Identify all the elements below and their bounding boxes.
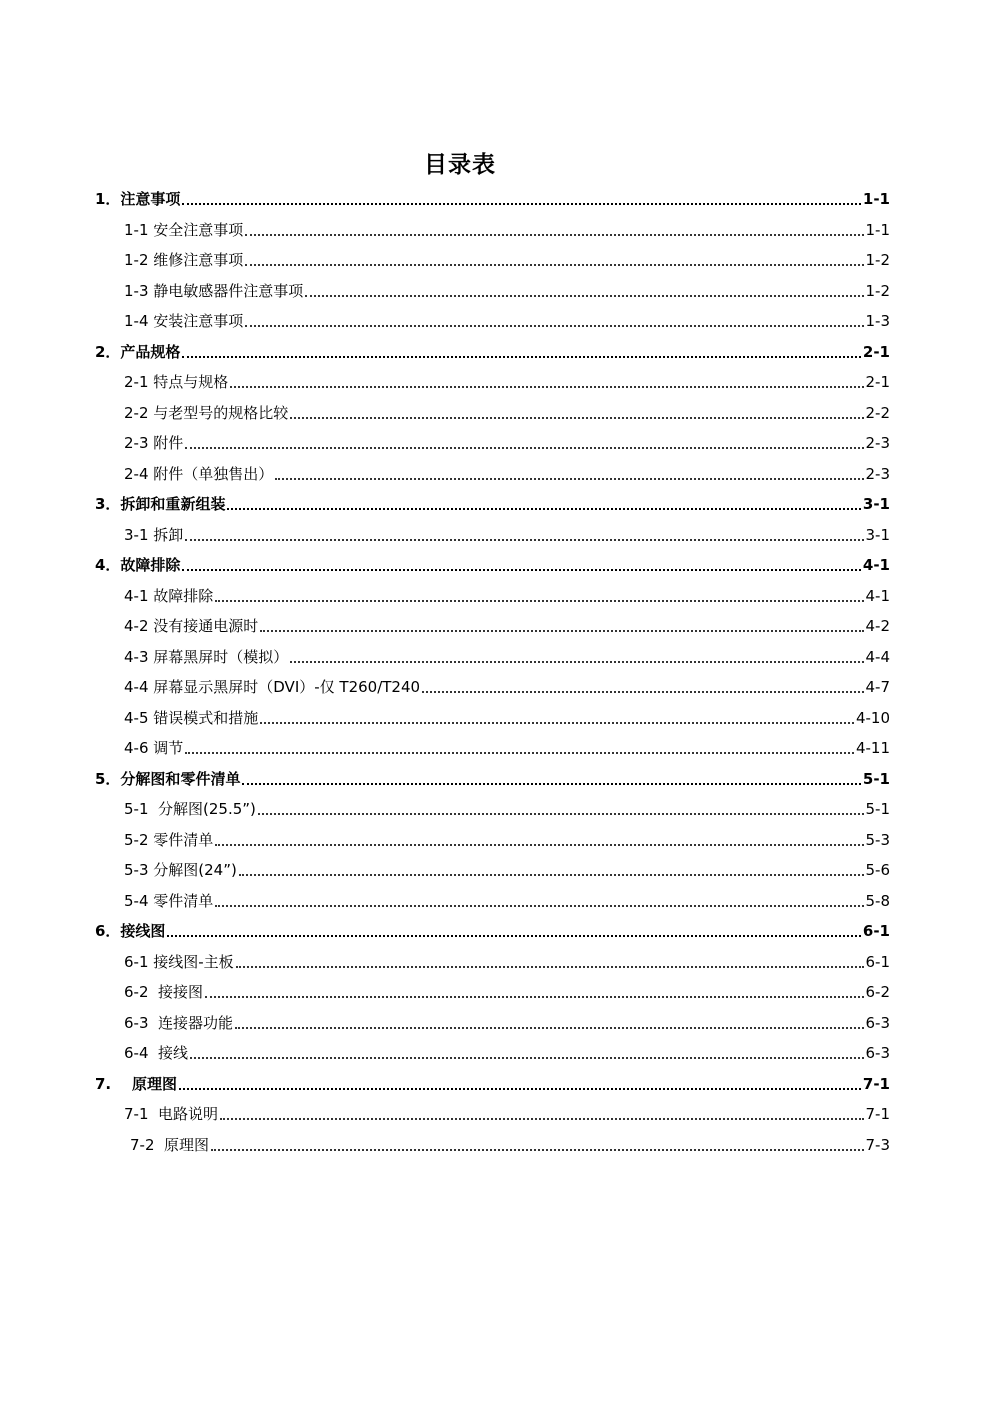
toc-entry[interactable] [0, 398, 992, 428]
toc-entry-label: 4-3 屏幕黑屏时（模拟） [124, 648, 289, 666]
page-title: 目录表 [424, 152, 496, 178]
dot-leader [215, 844, 864, 846]
dot-leader [260, 630, 864, 632]
toc-entry-page-number: 7-1 [865, 1105, 890, 1123]
toc-entry-label: 6．接线图 [95, 922, 166, 940]
toc-entry-page-number: 1-2 [865, 251, 890, 269]
dot-leader [179, 1088, 861, 1090]
dot-leader [211, 1149, 864, 1151]
toc-entry-page-number: 5-1 [865, 800, 890, 818]
toc-entry-page-number: 4-1 [865, 587, 890, 605]
toc-entry-page-number: 2-1 [862, 343, 890, 361]
toc-entry-page-number: 5-6 [865, 861, 890, 879]
toc-entry-label: 7-1 电路说明 [124, 1105, 219, 1123]
dot-leader [185, 539, 864, 541]
toc-entry-page-number: 1-2 [865, 282, 890, 300]
toc-entry[interactable] [0, 855, 992, 885]
toc-entry-page-number: 1-1 [862, 190, 890, 208]
toc-entry-page-number: 2-2 [865, 404, 890, 422]
toc-entry-label: 1-3 静电敏感器件注意事项 [124, 282, 304, 300]
toc-entry-label: 1-1 安全注意事项 [124, 221, 244, 239]
dot-leader [167, 935, 861, 937]
dot-leader [220, 1118, 864, 1120]
dot-leader [190, 1057, 864, 1059]
toc-entry-page-number: 2-3 [865, 434, 890, 452]
toc-entry-page-number: 6-1 [865, 953, 890, 971]
toc-entry-label: 4-1 故障排除 [124, 587, 214, 605]
toc-entry-label: 4-6 调节 [124, 739, 184, 757]
toc-entry-label: 2-1 特点与规格 [124, 373, 229, 391]
toc-section[interactable] [0, 337, 992, 367]
toc-entry-label: 5-3 分解图(24”) [124, 861, 237, 879]
toc-entry-label: 5-2 零件清单 [124, 831, 214, 849]
toc-section[interactable] [0, 764, 992, 794]
toc-entry[interactable] [0, 215, 992, 245]
toc-entry-label: 3-1 拆卸 [124, 526, 184, 544]
toc-entry-label: 4-5 错误模式和措施 [124, 709, 259, 727]
dot-leader [260, 722, 854, 724]
dot-leader [258, 813, 864, 815]
toc-entry-page-number: 6-2 [865, 983, 890, 1001]
dot-leader [182, 356, 861, 358]
dot-leader [205, 996, 864, 998]
toc-entry-page-number: 1-1 [865, 221, 890, 239]
toc-entry-label: 3．拆卸和重新组装 [95, 495, 226, 513]
dot-leader [242, 783, 861, 785]
toc-entry[interactable] [0, 672, 992, 702]
toc-entry-page-number: 4-2 [865, 617, 890, 635]
toc-entry-page-number: 6-3 [865, 1044, 890, 1062]
toc-entry-label: 6-1 接线图-主板 [124, 953, 234, 971]
toc-entry[interactable] [0, 245, 992, 275]
toc-entry-label: 4．故障排除 [95, 556, 181, 574]
toc-entry[interactable] [0, 306, 992, 336]
toc-entry[interactable] [0, 1130, 992, 1160]
toc-entry[interactable] [0, 1038, 992, 1068]
toc-section[interactable] [0, 1069, 992, 1099]
toc-entry[interactable] [0, 611, 992, 641]
toc-entry-label: 1．注意事项 [95, 190, 181, 208]
dot-leader [230, 386, 864, 388]
toc-entry-label: 1-4 安装注意事项 [124, 312, 244, 330]
dot-leader [245, 325, 864, 327]
toc-entry-page-number: 4-4 [865, 648, 890, 666]
toc-entry-page-number: 6-3 [865, 1014, 890, 1032]
toc-entry-label: 2．产品规格 [95, 343, 181, 361]
toc-entry-page-number: 4-11 [855, 739, 890, 757]
toc-entry-label: 7. 原理图 [95, 1075, 178, 1093]
dot-leader [275, 478, 864, 480]
toc-entry-label: 6-4 接线 [124, 1044, 189, 1062]
toc-entry-label: 5-4 零件清单 [124, 892, 214, 910]
toc-entry-page-number: 7-3 [865, 1136, 890, 1154]
toc-entry[interactable] [0, 459, 992, 489]
toc-section[interactable] [0, 489, 992, 519]
dot-leader [236, 966, 864, 968]
toc-entry[interactable] [0, 733, 992, 763]
toc-entry-page-number: 3-1 [862, 495, 890, 513]
toc-entry-page-number: 4-10 [855, 709, 890, 727]
toc-entry[interactable] [0, 825, 992, 855]
toc-entry[interactable] [0, 642, 992, 672]
toc-entry-page-number: 2-3 [865, 465, 890, 483]
toc-entry-page-number: 7-1 [862, 1075, 890, 1093]
dot-leader [235, 1027, 864, 1029]
toc-entry-label: 6-2 接接图 [124, 983, 204, 1001]
dot-leader [182, 569, 861, 571]
toc-entry[interactable] [0, 703, 992, 733]
toc-section[interactable] [0, 916, 992, 946]
dot-leader [227, 508, 861, 510]
toc-entry-page-number: 5-1 [862, 770, 890, 788]
toc-entry[interactable] [0, 1008, 992, 1038]
toc-section[interactable] [0, 184, 992, 214]
toc-entry-label: 2-4 附件（单独售出） [124, 465, 274, 483]
toc-entry-label: 6-3 连接器功能 [124, 1014, 234, 1032]
dot-leader [185, 447, 864, 449]
toc-entry[interactable] [0, 276, 992, 306]
toc-entry[interactable] [0, 1099, 992, 1129]
toc-entry[interactable] [0, 886, 992, 916]
dot-leader [239, 874, 864, 876]
toc-entry[interactable] [0, 367, 992, 397]
dot-leader [245, 234, 864, 236]
toc-entry[interactable] [0, 428, 992, 458]
toc-entry-page-number: 5-8 [865, 892, 890, 910]
dot-leader [215, 600, 864, 602]
toc-entry-page-number: 1-3 [865, 312, 890, 330]
toc-entry-label: 2-2 与老型号的规格比较 [124, 404, 289, 422]
dot-leader [215, 905, 864, 907]
dot-leader [185, 752, 854, 754]
dot-leader [182, 203, 861, 205]
toc-entry-label: 4-4 屏幕显示黑屏时（DVI）-仅 T260/T240 [124, 678, 421, 696]
toc-entry-label: 7-2 原理图 [130, 1136, 210, 1154]
toc-entry-label: 5-1 分解图(25.5”) [124, 800, 256, 818]
toc-entry[interactable] [0, 947, 992, 977]
toc-entry[interactable] [0, 581, 992, 611]
toc-entry[interactable] [0, 794, 992, 824]
toc-entry-label: 1-2 维修注意事项 [124, 251, 244, 269]
toc-entry-page-number: 4-1 [862, 556, 890, 574]
dot-leader [290, 417, 864, 419]
dot-leader [245, 264, 864, 266]
toc-entry-page-number: 3-1 [865, 526, 890, 544]
toc-entry-page-number: 6-1 [862, 922, 890, 940]
toc-entry-label: 4-2 没有接通电源时 [124, 617, 259, 635]
dot-leader [422, 691, 864, 693]
toc-entry-page-number: 2-1 [865, 373, 890, 391]
toc-entry-label: 5．分解图和零件清单 [95, 770, 241, 788]
dot-leader [290, 661, 864, 663]
toc-entry-page-number: 5-3 [865, 831, 890, 849]
toc-entry[interactable] [0, 520, 992, 550]
toc-section[interactable] [0, 550, 992, 580]
dot-leader [305, 295, 864, 297]
toc-entry-label: 2-3 附件 [124, 434, 184, 452]
toc-entry[interactable] [0, 977, 992, 1007]
toc-entry-page-number: 4-7 [865, 678, 890, 696]
